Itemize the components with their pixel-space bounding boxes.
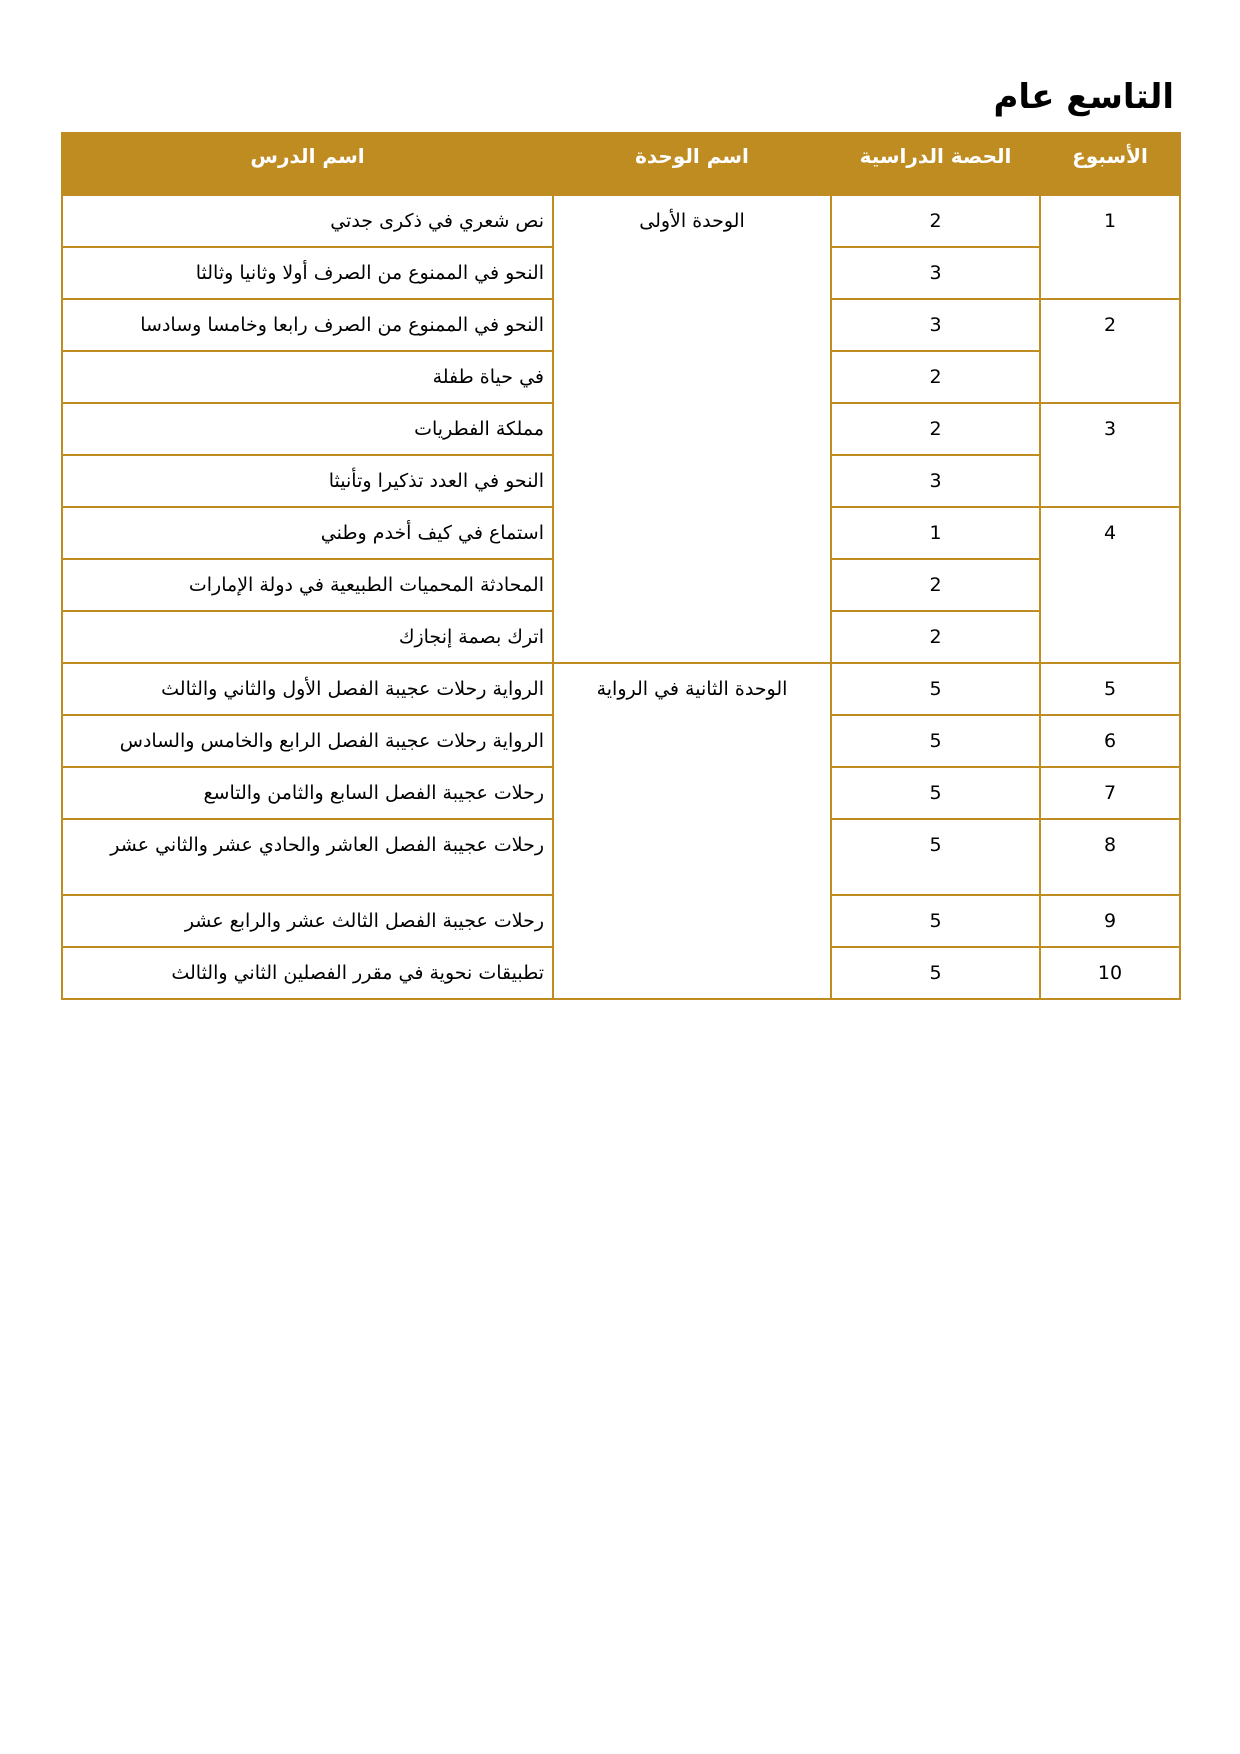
lesson-cell: في حياة طفلة bbox=[62, 351, 553, 403]
lesson-cell: رحلات عجيبة الفصل السابع والثامن والتاسع bbox=[62, 767, 553, 819]
period-cell: 3 bbox=[831, 455, 1040, 507]
lesson-cell: رحلات عجيبة الفصل الثالث عشر والرابع عشر bbox=[62, 895, 553, 947]
week-cell: 6 bbox=[1040, 715, 1180, 767]
header-week: الأسبوع bbox=[1040, 133, 1180, 195]
lesson-cell: الرواية رحلات عجيبة الفصل الأول والثاني والثالث bbox=[62, 663, 553, 715]
week-cell: 7 bbox=[1040, 767, 1180, 819]
period-cell: 1 bbox=[831, 507, 1040, 559]
lesson-cell: النحو في الممنوع من الصرف رابعا وخامسا وسادسا bbox=[62, 299, 553, 351]
lesson-cell: مملكة الفطريات bbox=[62, 403, 553, 455]
week-cell: 4 bbox=[1040, 507, 1180, 663]
lesson-cell: الرواية رحلات عجيبة الفصل الرابع والخامس والسادس bbox=[62, 715, 553, 767]
period-cell: 5 bbox=[831, 767, 1040, 819]
period-cell: 5 bbox=[831, 663, 1040, 715]
period-cell: 2 bbox=[831, 559, 1040, 611]
lesson-plan-table bbox=[61, 132, 1181, 1000]
header-period: الحصة الدراسية bbox=[831, 133, 1040, 195]
period-cell: 5 bbox=[831, 715, 1040, 767]
table-header-row bbox=[62, 133, 1180, 195]
week-cell: 2 bbox=[1040, 299, 1180, 403]
unit-cell: الوحدة الثانية في الرواية bbox=[553, 663, 831, 999]
period-cell: 2 bbox=[831, 351, 1040, 403]
week-cell: 3 bbox=[1040, 403, 1180, 507]
period-cell: 5 bbox=[831, 895, 1040, 947]
header-unit: اسم الوحدة bbox=[553, 133, 831, 195]
table-row bbox=[62, 195, 1180, 247]
lesson-cell: النحو في الممنوع من الصرف أولا وثانيا وثالثا bbox=[62, 247, 553, 299]
lesson-cell: النحو في العدد تذكيرا وتأنيثا bbox=[62, 455, 553, 507]
week-cell: 1 bbox=[1040, 195, 1180, 299]
lesson-cell: نص شعري في ذكرى جدتي bbox=[62, 195, 553, 247]
lesson-cell: اترك بصمة إنجازك bbox=[62, 611, 553, 663]
week-cell: 9 bbox=[1040, 895, 1180, 947]
week-cell: 10 bbox=[1040, 947, 1180, 999]
period-cell: 2 bbox=[831, 611, 1040, 663]
table-row bbox=[62, 663, 1180, 715]
header-lesson: اسم الدرس bbox=[62, 133, 553, 195]
unit-cell: الوحدة الأولى bbox=[553, 195, 831, 663]
period-cell: 3 bbox=[831, 299, 1040, 351]
period-cell: 2 bbox=[831, 403, 1040, 455]
lesson-cell: استماع في كيف أخدم وطني bbox=[62, 507, 553, 559]
period-cell: 2 bbox=[831, 195, 1040, 247]
lesson-cell: رحلات عجيبة الفصل العاشر والحادي عشر والثاني عشر bbox=[62, 819, 553, 895]
period-cell: 5 bbox=[831, 947, 1040, 999]
page-title: التاسع عام bbox=[993, 77, 1174, 117]
lesson-cell: تطبيقات نحوية في مقرر الفصلين الثاني والثالث bbox=[62, 947, 553, 999]
week-cell: 8 bbox=[1040, 819, 1180, 895]
period-cell: 3 bbox=[831, 247, 1040, 299]
lesson-cell: المحادثة المحميات الطبيعية في دولة الإمارات bbox=[62, 559, 553, 611]
period-cell: 5 bbox=[831, 819, 1040, 895]
week-cell: 5 bbox=[1040, 663, 1180, 715]
